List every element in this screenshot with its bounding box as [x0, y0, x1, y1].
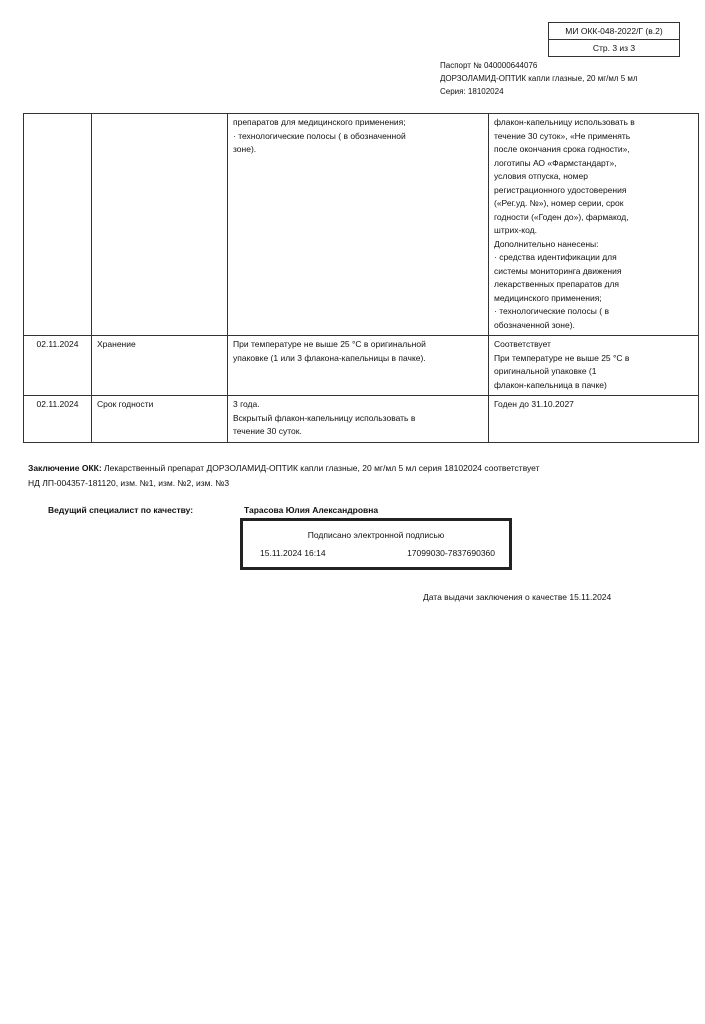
document-code: МИ ОКК-048-2022/Г (в.2) — [565, 26, 663, 36]
result-line: флакон-капельницу использовать в — [494, 117, 635, 127]
electronic-signature-stamp — [240, 518, 512, 570]
result-line: · технологические полосы ( в — [494, 306, 609, 316]
series-number: Серия: 18102024 — [440, 87, 504, 96]
conclusion-label: Заключение ОКК: — [28, 463, 102, 473]
result-line: Дополнительно нанесены: — [494, 238, 599, 249]
passport-info — [440, 59, 638, 98]
signature-certificate-number: 17099030-7837690360 — [407, 548, 495, 558]
result-cell — [489, 114, 699, 336]
product-name: ДОРЗОЛАМИД-ОПТИК капли глазные, 20 мг/мл 5 мл — [440, 74, 638, 83]
result-cell — [489, 396, 699, 443]
test-date: 02.11.2024 — [24, 396, 92, 443]
test-name: Хранение — [92, 336, 228, 396]
result-line: При температуре не выше 25 °C в — [494, 352, 630, 363]
lead-specialist-label: Ведущий специалист по качеству: — [48, 505, 194, 515]
result-line: медицинского применения; — [494, 292, 602, 303]
table-row — [24, 336, 699, 396]
qc-conclusion — [28, 461, 540, 491]
passport-number: Паспорт № 040000644076 — [440, 61, 538, 70]
test-name — [92, 114, 228, 336]
signer-name: Тарасова Юлия Александровна — [244, 505, 379, 515]
result-line: после окончания срока годности», — [494, 144, 630, 154]
requirement-line: упаковке (1 или 3 флакона-капельницы в пачке). — [233, 352, 426, 363]
requirement-cell — [228, 396, 489, 443]
result-line: лекарственных препаратов для — [494, 279, 620, 289]
page-number: Стр. 3 из 3 — [549, 39, 679, 56]
requirement-cell — [228, 114, 489, 336]
conclusion-text: Лекарственный препарат ДОРЗОЛАМИД-ОПТИК капли глазные, 20 мг/мл 5 мл серия 18102024 соответствует — [101, 463, 540, 473]
requirement-line: препаратов для медицинского применения; — [233, 117, 406, 127]
test-date — [24, 114, 92, 336]
test-results-table — [23, 113, 699, 443]
result-line: логотипы АО «Фармстандарт», — [494, 157, 617, 168]
requirement-line: 3 года. — [233, 399, 260, 409]
signature-title: Подписано электронной подписью — [307, 530, 445, 540]
result-line: оригинальной упаковке (1 — [494, 366, 597, 376]
requirement-cell — [228, 336, 489, 396]
result-line: системы мониторинга движения — [494, 265, 622, 276]
result-line: условия отпуска, номер — [494, 171, 588, 181]
requirement-line: · технологические полосы ( в обозначенной — [233, 130, 406, 141]
test-name: Срок годности — [92, 396, 228, 443]
result-line: · средства идентификации для — [494, 252, 617, 262]
result-line: Годен до 31.10.2027 — [494, 399, 574, 409]
result-line: годности («Годен до»), фармакод, — [494, 211, 629, 222]
document-code-box — [548, 22, 680, 57]
result-line: обозначенной зоне). — [494, 319, 575, 330]
requirement-line: зоне). — [233, 144, 257, 154]
result-line: («Рег.уд. №»), номер серии, срок — [494, 198, 624, 208]
conclusion-line-2: НД ЛП-004357-181120, изм. №1, изм. №2, изм. №3 — [28, 478, 230, 488]
result-line: регистрационного удостоверения — [494, 184, 627, 195]
requirement-line: Вскрытый флакон-капельницу использовать в — [233, 412, 416, 423]
test-date: 02.11.2024 — [24, 336, 92, 396]
table-row — [24, 396, 699, 443]
signature-datetime: 15.11.2024 16:14 — [260, 548, 326, 558]
conclusion-line-1 — [28, 461, 540, 476]
requirement-line: При температуре не выше 25 °C в оригинальной — [233, 339, 426, 349]
issue-date: Дата выдачи заключения о качестве 15.11.2024 — [423, 592, 612, 602]
result-line: штрих-код. — [494, 225, 537, 235]
result-cell — [489, 336, 699, 396]
table-row — [24, 114, 699, 336]
result-line: течение 30 суток», «Не применять — [494, 130, 631, 141]
requirement-line: течение 30 суток. — [233, 426, 302, 436]
result-line: Соответствует — [494, 339, 551, 349]
result-line: флакон-капельница в пачке) — [494, 379, 607, 390]
